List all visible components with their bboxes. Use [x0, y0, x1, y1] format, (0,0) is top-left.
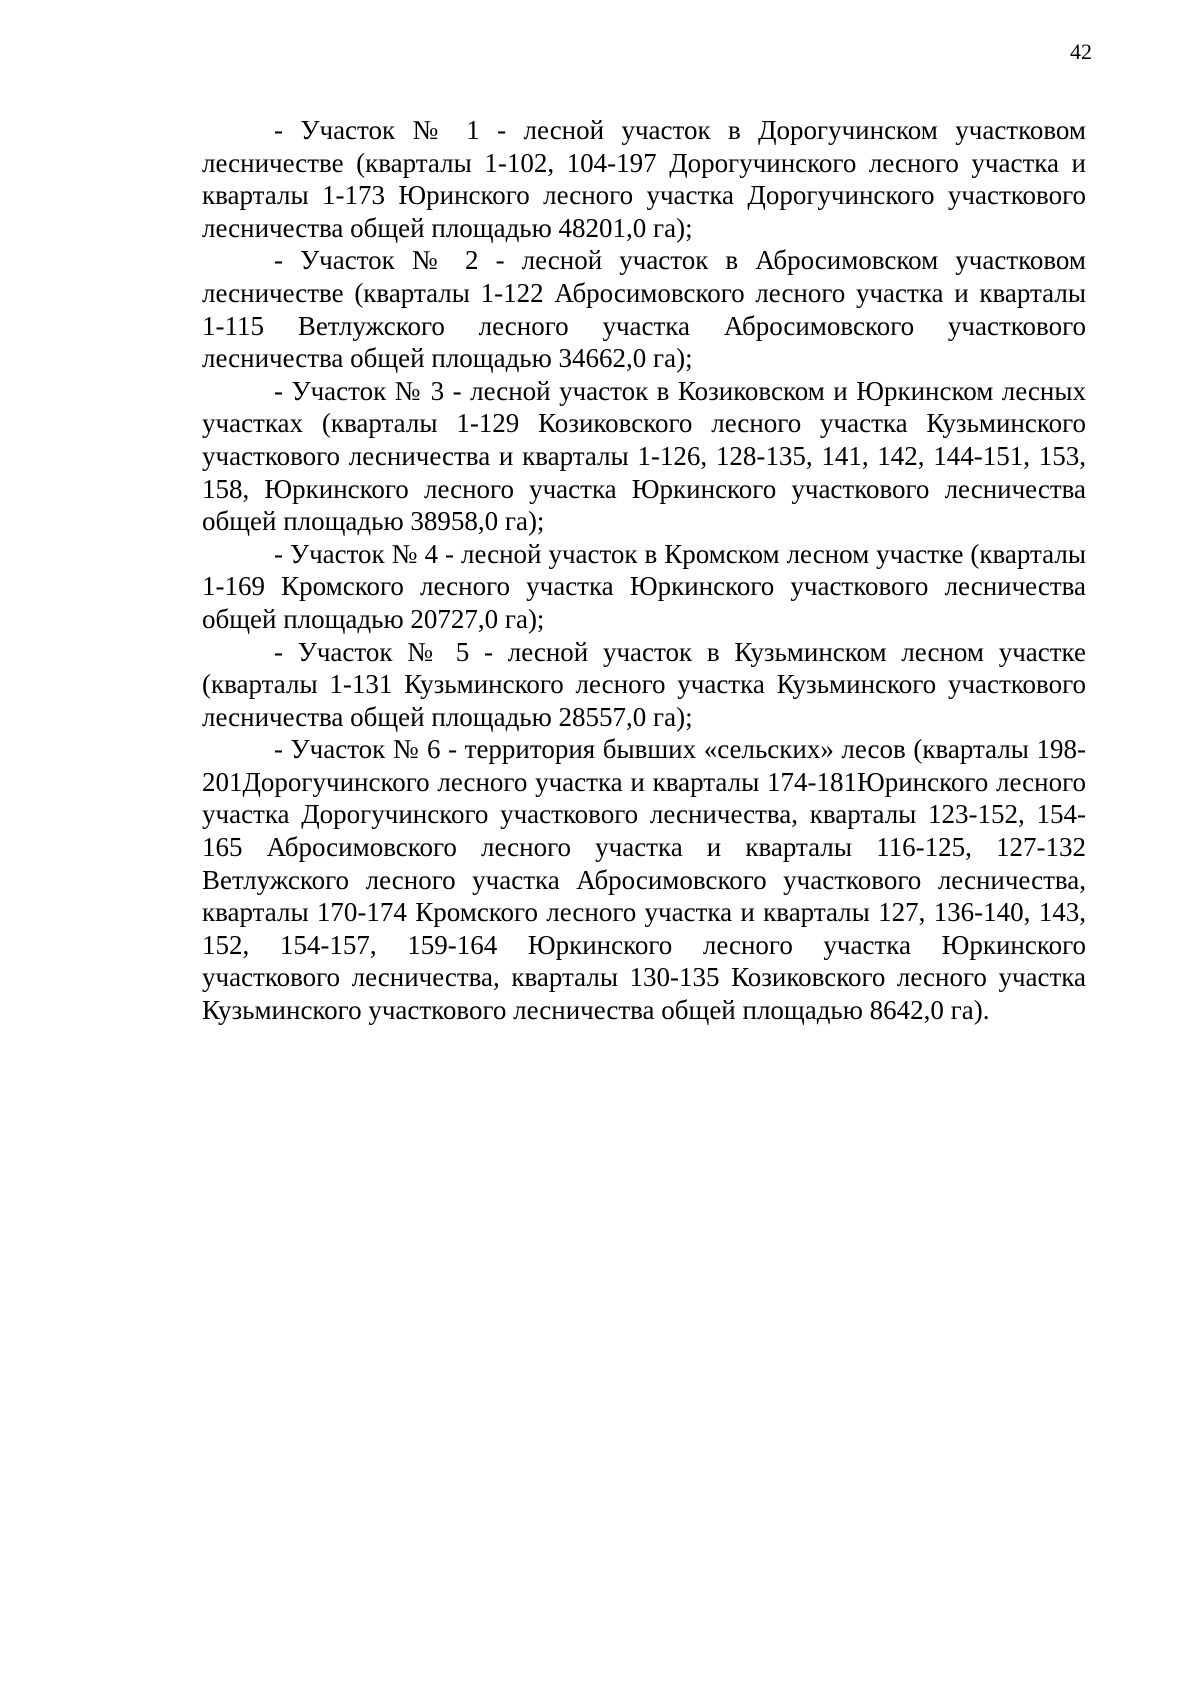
paragraph-plot-1: - Участок № 1 - лесной участок в Дорогучинском участковом лесничестве (кварталы 1-102, 104-197 Дорогучинского лесного участка и кварталы 1-173 Юринского лесного участка Дорогучинского участкового лесничества общей площадью 48201,0 га);: [202, 115, 1086, 243]
document-body: [202, 114, 1086, 1027]
paragraph-plot-3: - Участок № 3 - лесной участок в Козиковском и Юркинском лесных участках (кварталы 1-129 Козиковского лесного участка Кузьминского участкового лесничества и кварталы 1-126, 128-135, 141, 142, 144-151, 153, 158, Юркинского лесного участка Юркинского участкового лесничества общей площадью 38958,0 га);: [202, 375, 1086, 537]
paragraph-plot-2: - Участок № 2 - лесной участок в Абросимовском участковом лесничестве (кварталы 1-122 Абросимовского лесного участка и кварталы 1-115 Ветлужского лесного участка Абросимовского участкового лесничества общей площадью 34662,0 га);: [202, 245, 1086, 374]
paragraph-plot-5: - Участок № 5 - лесной участок в Кузьминском лесном участке (кварталы 1-131 Кузьминского лесного участка Кузьминского участкового лесничества общей площадью 28557,0 га);: [202, 636, 1086, 732]
paragraph-plot-4: - Участок № 4 - лесной участок в Кромском лесном участке (кварталы 1-169 Кромского лесного участка Юркинского участкового лесничества общей площадью 20727,0 га);: [202, 538, 1086, 634]
page-number: 42: [1070, 39, 1092, 64]
paragraph-plot-6: - Участок № 6 - территория бывших «сельских» лесов (кварталы 198-201Дорогучинского лесного участка и кварталы 174-181Юринского лесного участка Дорогучинского участкового лесничества, кварталы 123-152, 154-165 Абросимовского лесного участка и кварталы 116-125, 127-132 Ветлужского лесного участка Абросимовского участкового лесничества, кварталы 170-174 Кромского лесного участка и кварталы 127, 136-140, 143, 152, 154-157, 159-164 Юркинского лесного участка Юркинского участкового лесничества, кварталы 130-135 Козиковского лесного участка Кузьминского участкового лесничества общей площадью 8642,0 га).: [202, 734, 1086, 1026]
